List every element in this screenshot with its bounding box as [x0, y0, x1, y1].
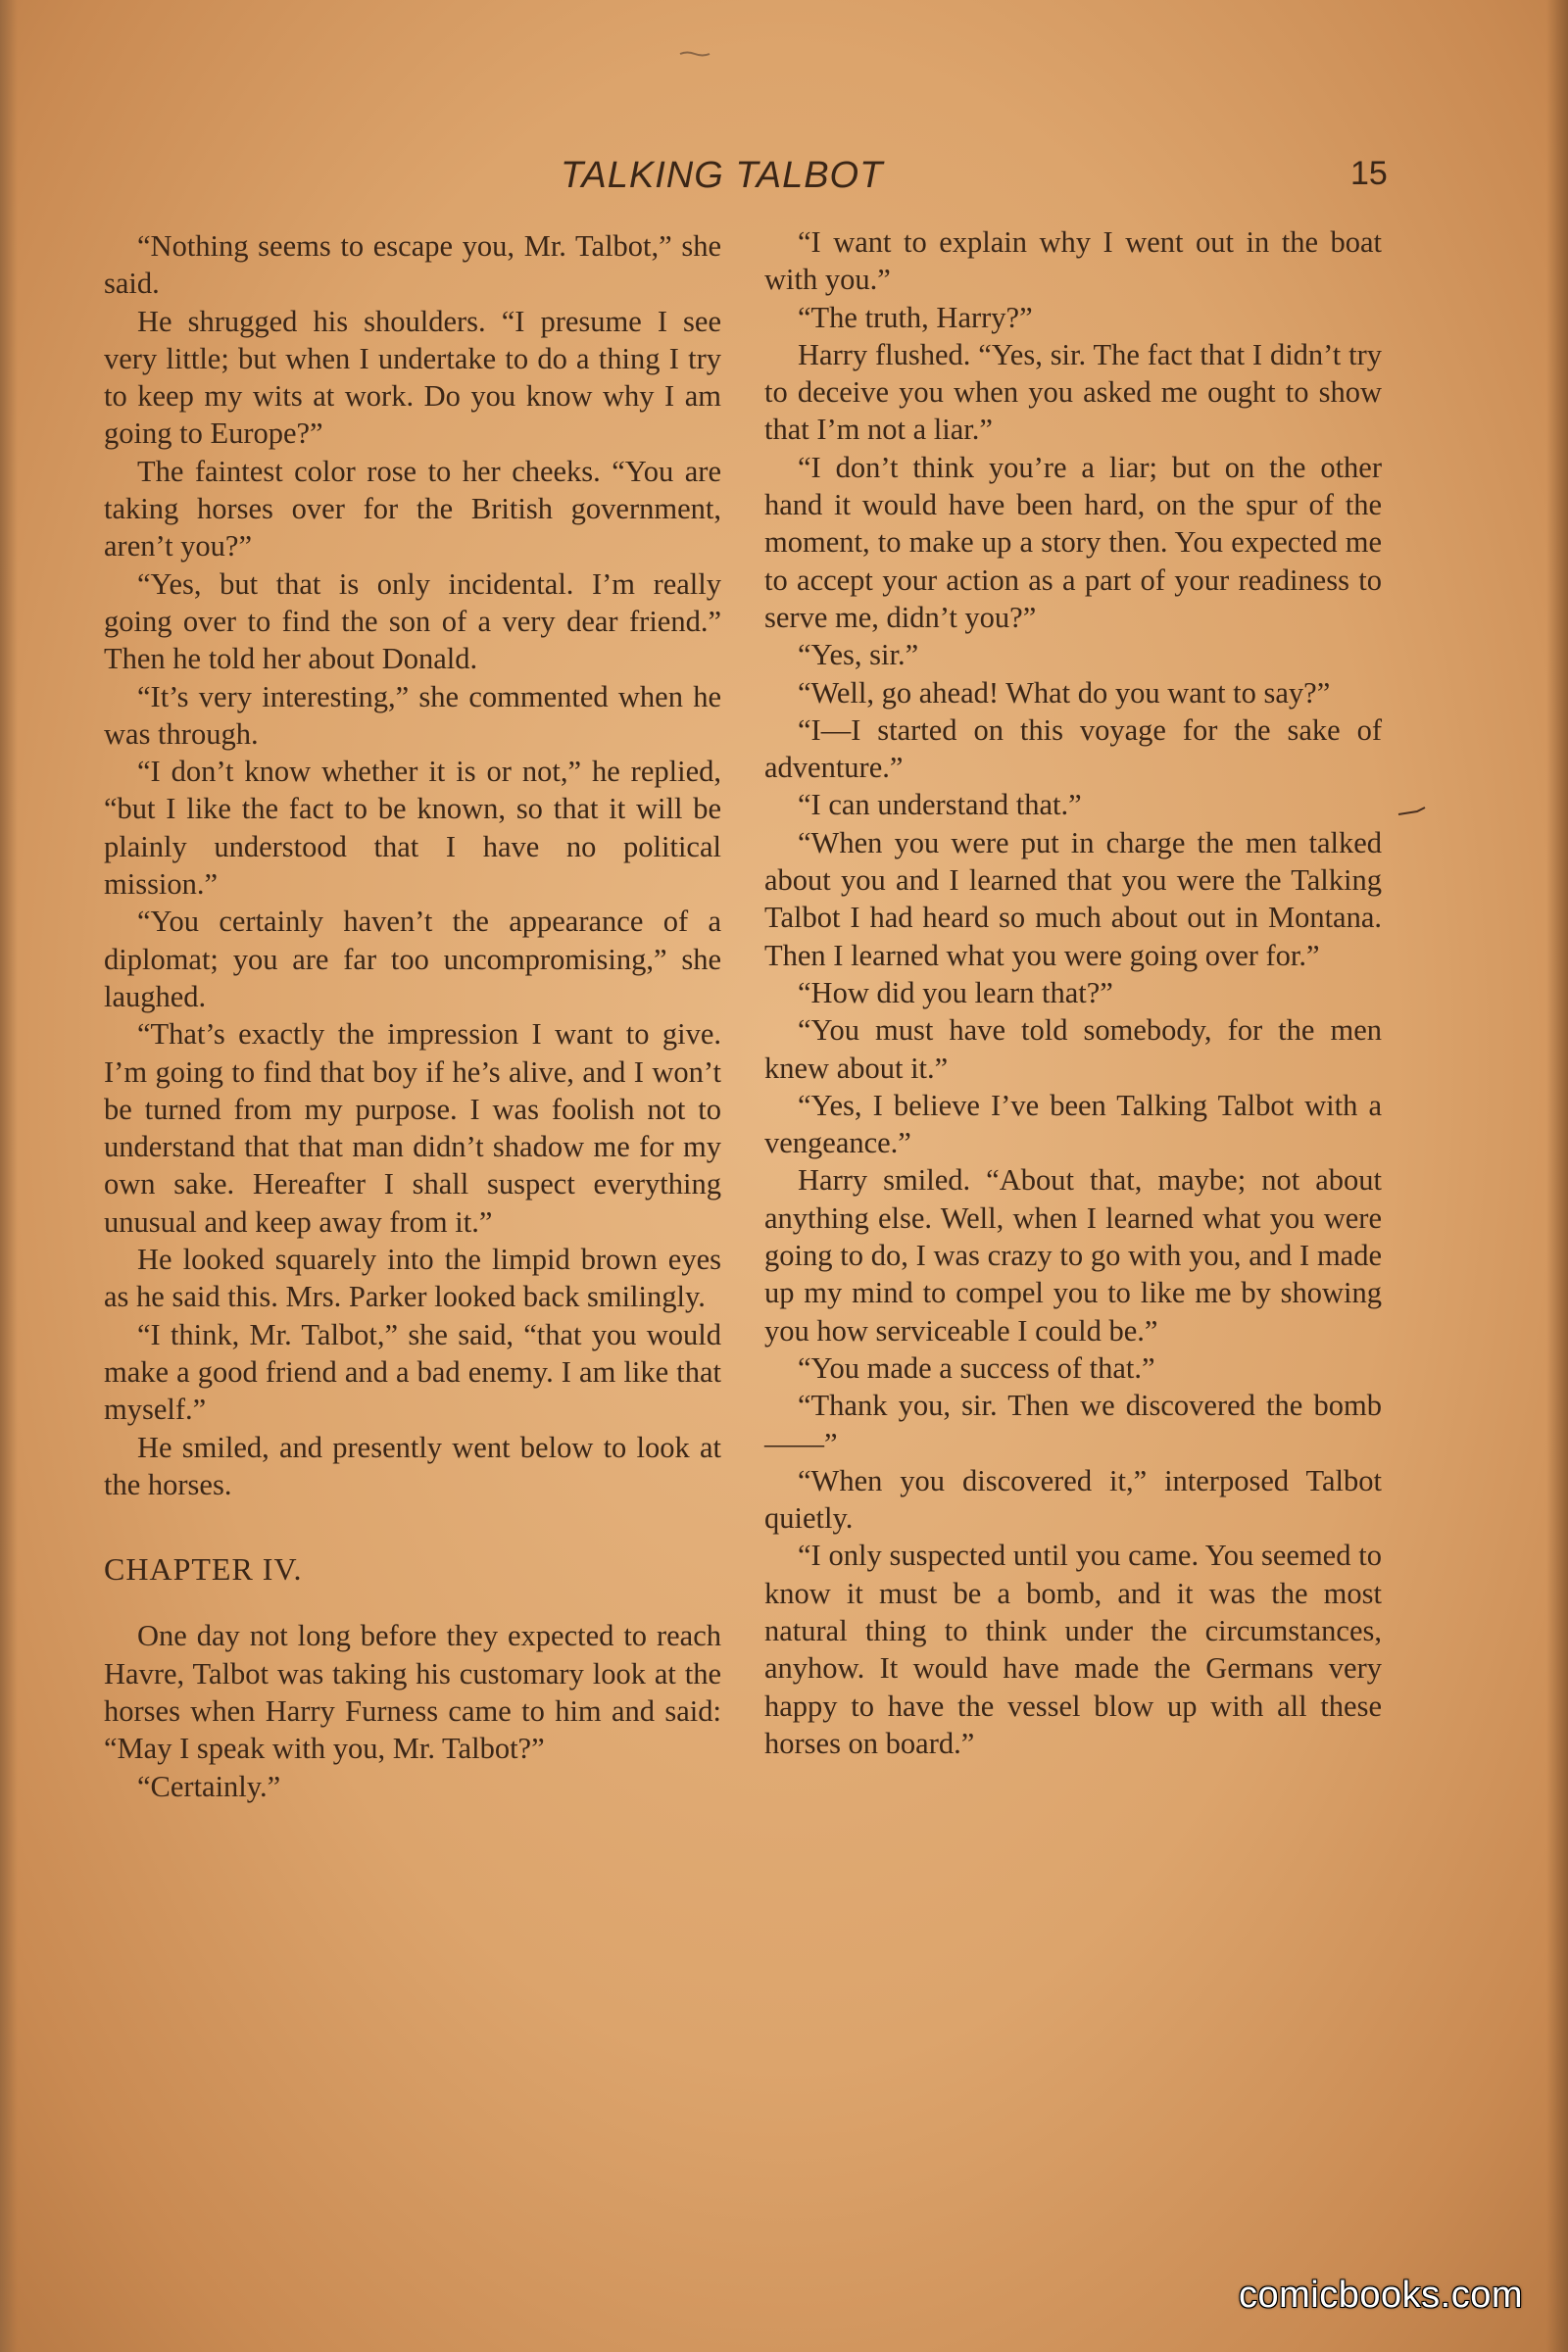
paragraph: “When you were put in charge the men talked about you and I learned that you were the Talking Talbot I had heard so much about out in Montana. Then I learned what you were going over for.” [764, 825, 1382, 972]
page-edge-left [0, 0, 18, 2352]
paragraph: Harry smiled. “About that, maybe; not about anything else. Well, when I learned what you were going to do, I was crazy to go with you, and I made up my mind to compel you to like me by showing you how serviceable I could be.” [764, 1163, 1382, 1348]
watermark[interactable]: comicbooks.com [1239, 2275, 1523, 2316]
page-header [0, 155, 1568, 204]
paragraph: Harry flushed. “Yes, sir. The fact that I didn’t try to deceive you when you asked me ought to show that I’m not a liar.” [764, 337, 1382, 447]
page-number: 15 [1350, 155, 1388, 192]
paragraph: He smiled, and presently went below to look at the horses. [104, 1430, 721, 1501]
paragraph: “I want to explain why I went out in the boat with you.” [764, 225, 1382, 297]
paragraph: He looked squarely into the limpid brown eyes as he said this. Mrs. Parker looked back smilingly. [104, 1243, 721, 1314]
paragraph: “When you discovered it,” interposed Talbot quietly. [764, 1463, 1382, 1536]
paragraph: “Yes, sir.” [798, 638, 919, 672]
paragraph: “I think, Mr. Talbot,” she said, “that you would make a good friend and a bad enemy. I am like that myself.” [104, 1317, 721, 1427]
paragraph: “Certainly.” [137, 1769, 281, 1803]
running-title: TALKING TALBOT [561, 155, 884, 196]
pencil-mark-icon [1397, 806, 1427, 817]
paragraph: “You certainly haven’t the appearance of a diplomat; you are far too uncompromising,” she laughed. [104, 905, 721, 1013]
paragraph: “Yes, but that is only incidental. I’m really going over to find the son of a very dear friend.” Then he told her about Donald. [104, 566, 721, 676]
paragraph: The faintest color rose to her cheeks. “You are taking horses over for the British government, aren’t you?” [104, 454, 721, 564]
left-column [104, 227, 721, 1805]
paragraph: “You must have told somebody, for the men knew about it.” [764, 1013, 1382, 1085]
paragraph: “I can understand that.” [798, 788, 1082, 822]
paragraph: “The truth, Harry?” [798, 300, 1033, 334]
paragraph: One day not long before they expected to reach Havre, Talbot was taking his customary look at the horses when Harry Furness came to him and said: “May I speak with you, Mr. Talbot?” [104, 1619, 721, 1766]
paragraph: “I don’t know whether it is or not,” he replied, “but I like the fact to be known, so that it will be plainly understood that I have no political mission.” [104, 755, 721, 902]
page-edge-right [1546, 0, 1568, 2352]
paragraph: “Yes, I believe I’ve been Talking Talbot with a vengeance.” [764, 1088, 1382, 1160]
paragraph: “It’s very interesting,” she commented when he was through. [104, 679, 721, 751]
paragraph: “I only suspected until you came. You seemed to know it must be a bomb, and it was the most natural thing to think under the circumstances, anyhow. It would have made the Germans very happy to have the vessel blow up with all these horses on board.” [764, 1539, 1382, 1760]
paragraph: “You made a success of that.” [798, 1350, 1155, 1385]
paragraph: “Thank you, sir. Then we discovered the bomb——” [764, 1389, 1382, 1460]
ornament-mark [678, 51, 711, 57]
paragraph: He shrugged his shoulders. “I presume I see very little; but when I undertake to do a thing I try to keep my wits at work. Do you know why I am going to Europe?” [104, 304, 721, 451]
paragraph: “Nothing seems to escape you, Mr. Talbot,” she said. [104, 229, 721, 301]
right-column [764, 223, 1382, 1762]
chapter-heading: CHAPTER IV. [104, 1551, 303, 1588]
paragraph: “Well, go ahead! What do you want to say?” [798, 675, 1331, 710]
paragraph: “That’s exactly the impression I want to give. I’m going to find that boy if he’s alive, and I won’t be turned from my purpose. I was foolish not to understand that that man didn’t shadow me for my own sake. Hereafter I shall suspect everything unusual and keep away from it.” [104, 1017, 721, 1239]
paragraph: “I don’t think you’re a liar; but on the other hand it would have been hard, on the spur of the moment, to make up a story then. You expected me to accept your action as a part of your readiness to serve me, didn’t you?” [764, 450, 1382, 634]
paragraph: “How did you learn that?” [798, 975, 1113, 1009]
paragraph: “I—I started on this voyage for the sake of adventure.” [764, 712, 1382, 785]
